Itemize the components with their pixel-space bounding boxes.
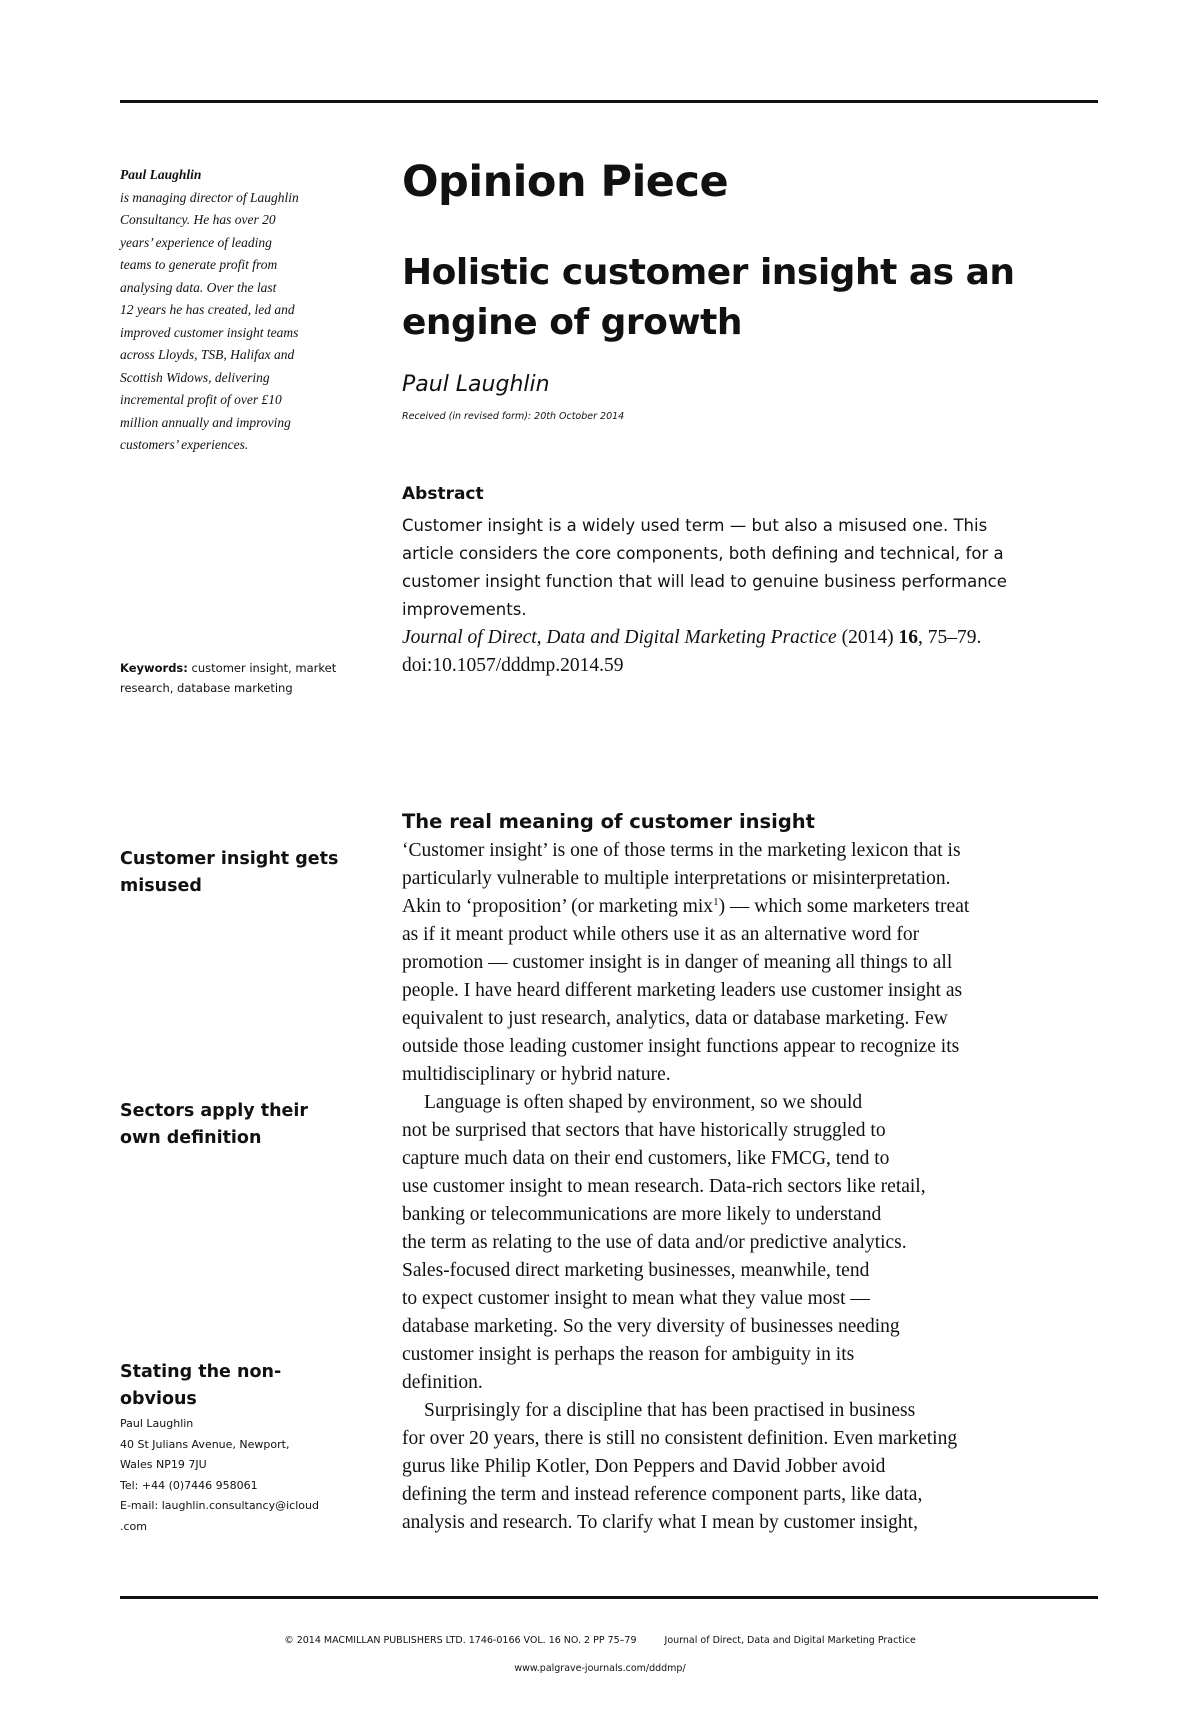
bio-line: teams to generate profit from <box>120 257 278 272</box>
address-line: 40 St Julians Avenue, Newport, <box>120 1437 290 1451</box>
body-line: defining the term and instead reference component parts, like data, <box>402 1484 923 1505</box>
body-line: particularly vulnerable to multiple interpretations or misinterpretation. <box>402 868 951 889</box>
margin-heading-stating <box>120 1359 360 1413</box>
bottom-rule <box>120 1596 1098 1599</box>
margin-heading-line: Stating the non- <box>120 1362 282 1382</box>
keywords-label: Keywords: <box>120 661 188 675</box>
address-line: .com <box>120 1519 147 1533</box>
section-label: Opinion Piece <box>402 157 729 207</box>
body-text-run: ) — which some marketers treat <box>718 896 970 917</box>
bio-line: Scottish Widows, delivering <box>120 369 270 385</box>
address-line: Wales NP19 7JU <box>120 1458 207 1471</box>
bio-line: across Lloyds, TSB, Halifax and <box>120 347 295 362</box>
bio-line: 12 years he has created, led and <box>120 302 295 317</box>
bio-line: Consultancy. He has over 20 <box>120 212 276 227</box>
address-line: Tel: +44 (0)7446 958061 <box>120 1478 258 1492</box>
citation-year: (2014) <box>836 627 899 648</box>
footer-url[interactable]: www.palgrave-journals.com/dddmp/ <box>514 1663 686 1674</box>
section-heading: The real meaning of customer insight <box>402 810 815 833</box>
body-line: definition. <box>402 1372 483 1393</box>
margin-heading-sectors <box>120 1098 360 1152</box>
bio-line: improved customer insight teams <box>120 324 299 340</box>
abstract-line: improvements. <box>402 600 527 619</box>
bio-line: incremental profit of over £10 <box>120 392 282 407</box>
body-line: the term as relating to the use of data and/or predictive analytics. <box>402 1232 907 1253</box>
body-line: Surprisingly for a discipline that has been practised in business <box>424 1400 916 1421</box>
address-line: Paul Laughlin <box>120 1417 194 1430</box>
body-line: to expect customer insight to mean what they value most — <box>402 1288 870 1309</box>
body-line: Sales-focused direct marketing businesses, meanwhile, tend <box>402 1260 870 1281</box>
bio-line: is managing director of Laughlin <box>120 189 299 205</box>
abstract-text <box>402 512 1102 624</box>
bio-line: million annually and improving <box>120 414 291 430</box>
body-line: people. I have heard different marketing leaders use customer insight as <box>402 980 963 1001</box>
article-title <box>402 248 1092 348</box>
top-rule <box>120 100 1098 103</box>
bio-line: analysing data. Over the last <box>120 279 277 295</box>
abstract-line: article considers the core components, both defining and technical, for a <box>402 544 1004 563</box>
footer-journal: Journal of Direct, Data and Digital Marketing Practice <box>664 1635 916 1646</box>
body-line: outside those leading customer insight functions appear to recognize its <box>402 1036 960 1057</box>
body-line: equivalent to just research, analytics, data or database marketing. Few <box>402 1008 948 1029</box>
keywords <box>120 658 360 698</box>
bio-line: customers’ experiences. <box>120 437 249 452</box>
margin-heading-line: Customer insight gets <box>120 849 339 869</box>
citation-pages: , 75–79. <box>917 627 982 648</box>
body-line <box>402 893 1102 921</box>
body-line: promotion — customer insight is in danger of meaning all things to all <box>402 952 953 973</box>
body-line: multidisciplinary or hybrid nature. <box>402 1064 671 1085</box>
body-line: not be surprised that sectors that have historically struggled to <box>402 1120 886 1141</box>
margin-heading-line: misused <box>120 876 202 896</box>
bio-name: Paul Laughlin <box>120 167 202 182</box>
body-text <box>402 837 1102 1537</box>
keywords-text: research, database marketing <box>120 681 293 695</box>
body-line: gurus like Philip Kotler, Don Peppers and David Jobber avoid <box>402 1456 886 1477</box>
abstract-line: Customer insight is a widely used term — but also a misused one. This <box>402 516 988 535</box>
body-line: banking or telecommunications are more likely to understand <box>402 1204 882 1225</box>
footnote-ref[interactable]: 1 <box>713 896 719 908</box>
page-footer <box>0 1634 1200 1648</box>
body-line: Language is often shaped by environment, so we should <box>424 1092 863 1113</box>
citation <box>402 624 1102 680</box>
address-line: E-mail: laughlin.consultancy@icloud <box>120 1499 319 1512</box>
body-line: analysis and research. To clarify what I mean by customer insight, <box>402 1512 918 1533</box>
margin-heading-line: own definition <box>120 1128 262 1148</box>
footer-copyright: © 2014 MACMILLAN PUBLISHERS LTD. 1746-0166 VOL. 16 NO. 2 PP 75–79 <box>284 1635 637 1646</box>
body-line: as if it meant product while others use it as an alternative word for <box>402 924 920 945</box>
title-line: engine of growth <box>402 302 743 343</box>
journal-name: Journal of Direct, Data and Digital Marketing Practice <box>402 627 837 648</box>
correspondence-address <box>120 1414 350 1537</box>
author-bio <box>120 164 350 457</box>
title-line: Holistic customer insight as an <box>402 252 1015 293</box>
body-line: database marketing. So the very diversity of businesses needing <box>402 1316 900 1337</box>
margin-heading-line: obvious <box>120 1389 197 1409</box>
abstract-line: customer insight function that will lead to genuine business performance <box>402 572 1007 591</box>
received-date: Received (in revised form): 20th October 2014 <box>402 411 625 422</box>
abstract-heading: Abstract <box>402 484 484 504</box>
margin-heading-line: Sectors apply their <box>120 1101 309 1121</box>
citation-volume: 16 <box>898 627 918 648</box>
body-line: use customer insight to mean research. Data-rich sectors like retail, <box>402 1176 926 1197</box>
body-line: for over 20 years, there is still no consistent definition. Even marketing <box>402 1428 958 1449</box>
margin-heading-misused <box>120 846 360 900</box>
bio-line: years’ experience of leading <box>120 234 272 250</box>
article-author: Paul Laughlin <box>402 372 550 397</box>
body-line: customer insight is perhaps the reason for ambiguity in its <box>402 1344 855 1365</box>
body-line: capture much data on their end customers, like FMCG, tend to <box>402 1148 890 1169</box>
keywords-text: customer insight, market <box>187 661 337 675</box>
doi-link[interactable]: doi:10.1057/dddmp.2014.59 <box>402 655 624 676</box>
body-text-run: Akin to ‘proposition’ (or marketing mix <box>402 896 714 917</box>
body-line: ‘Customer insight’ is one of those terms in the marketing lexicon that is <box>402 840 961 861</box>
